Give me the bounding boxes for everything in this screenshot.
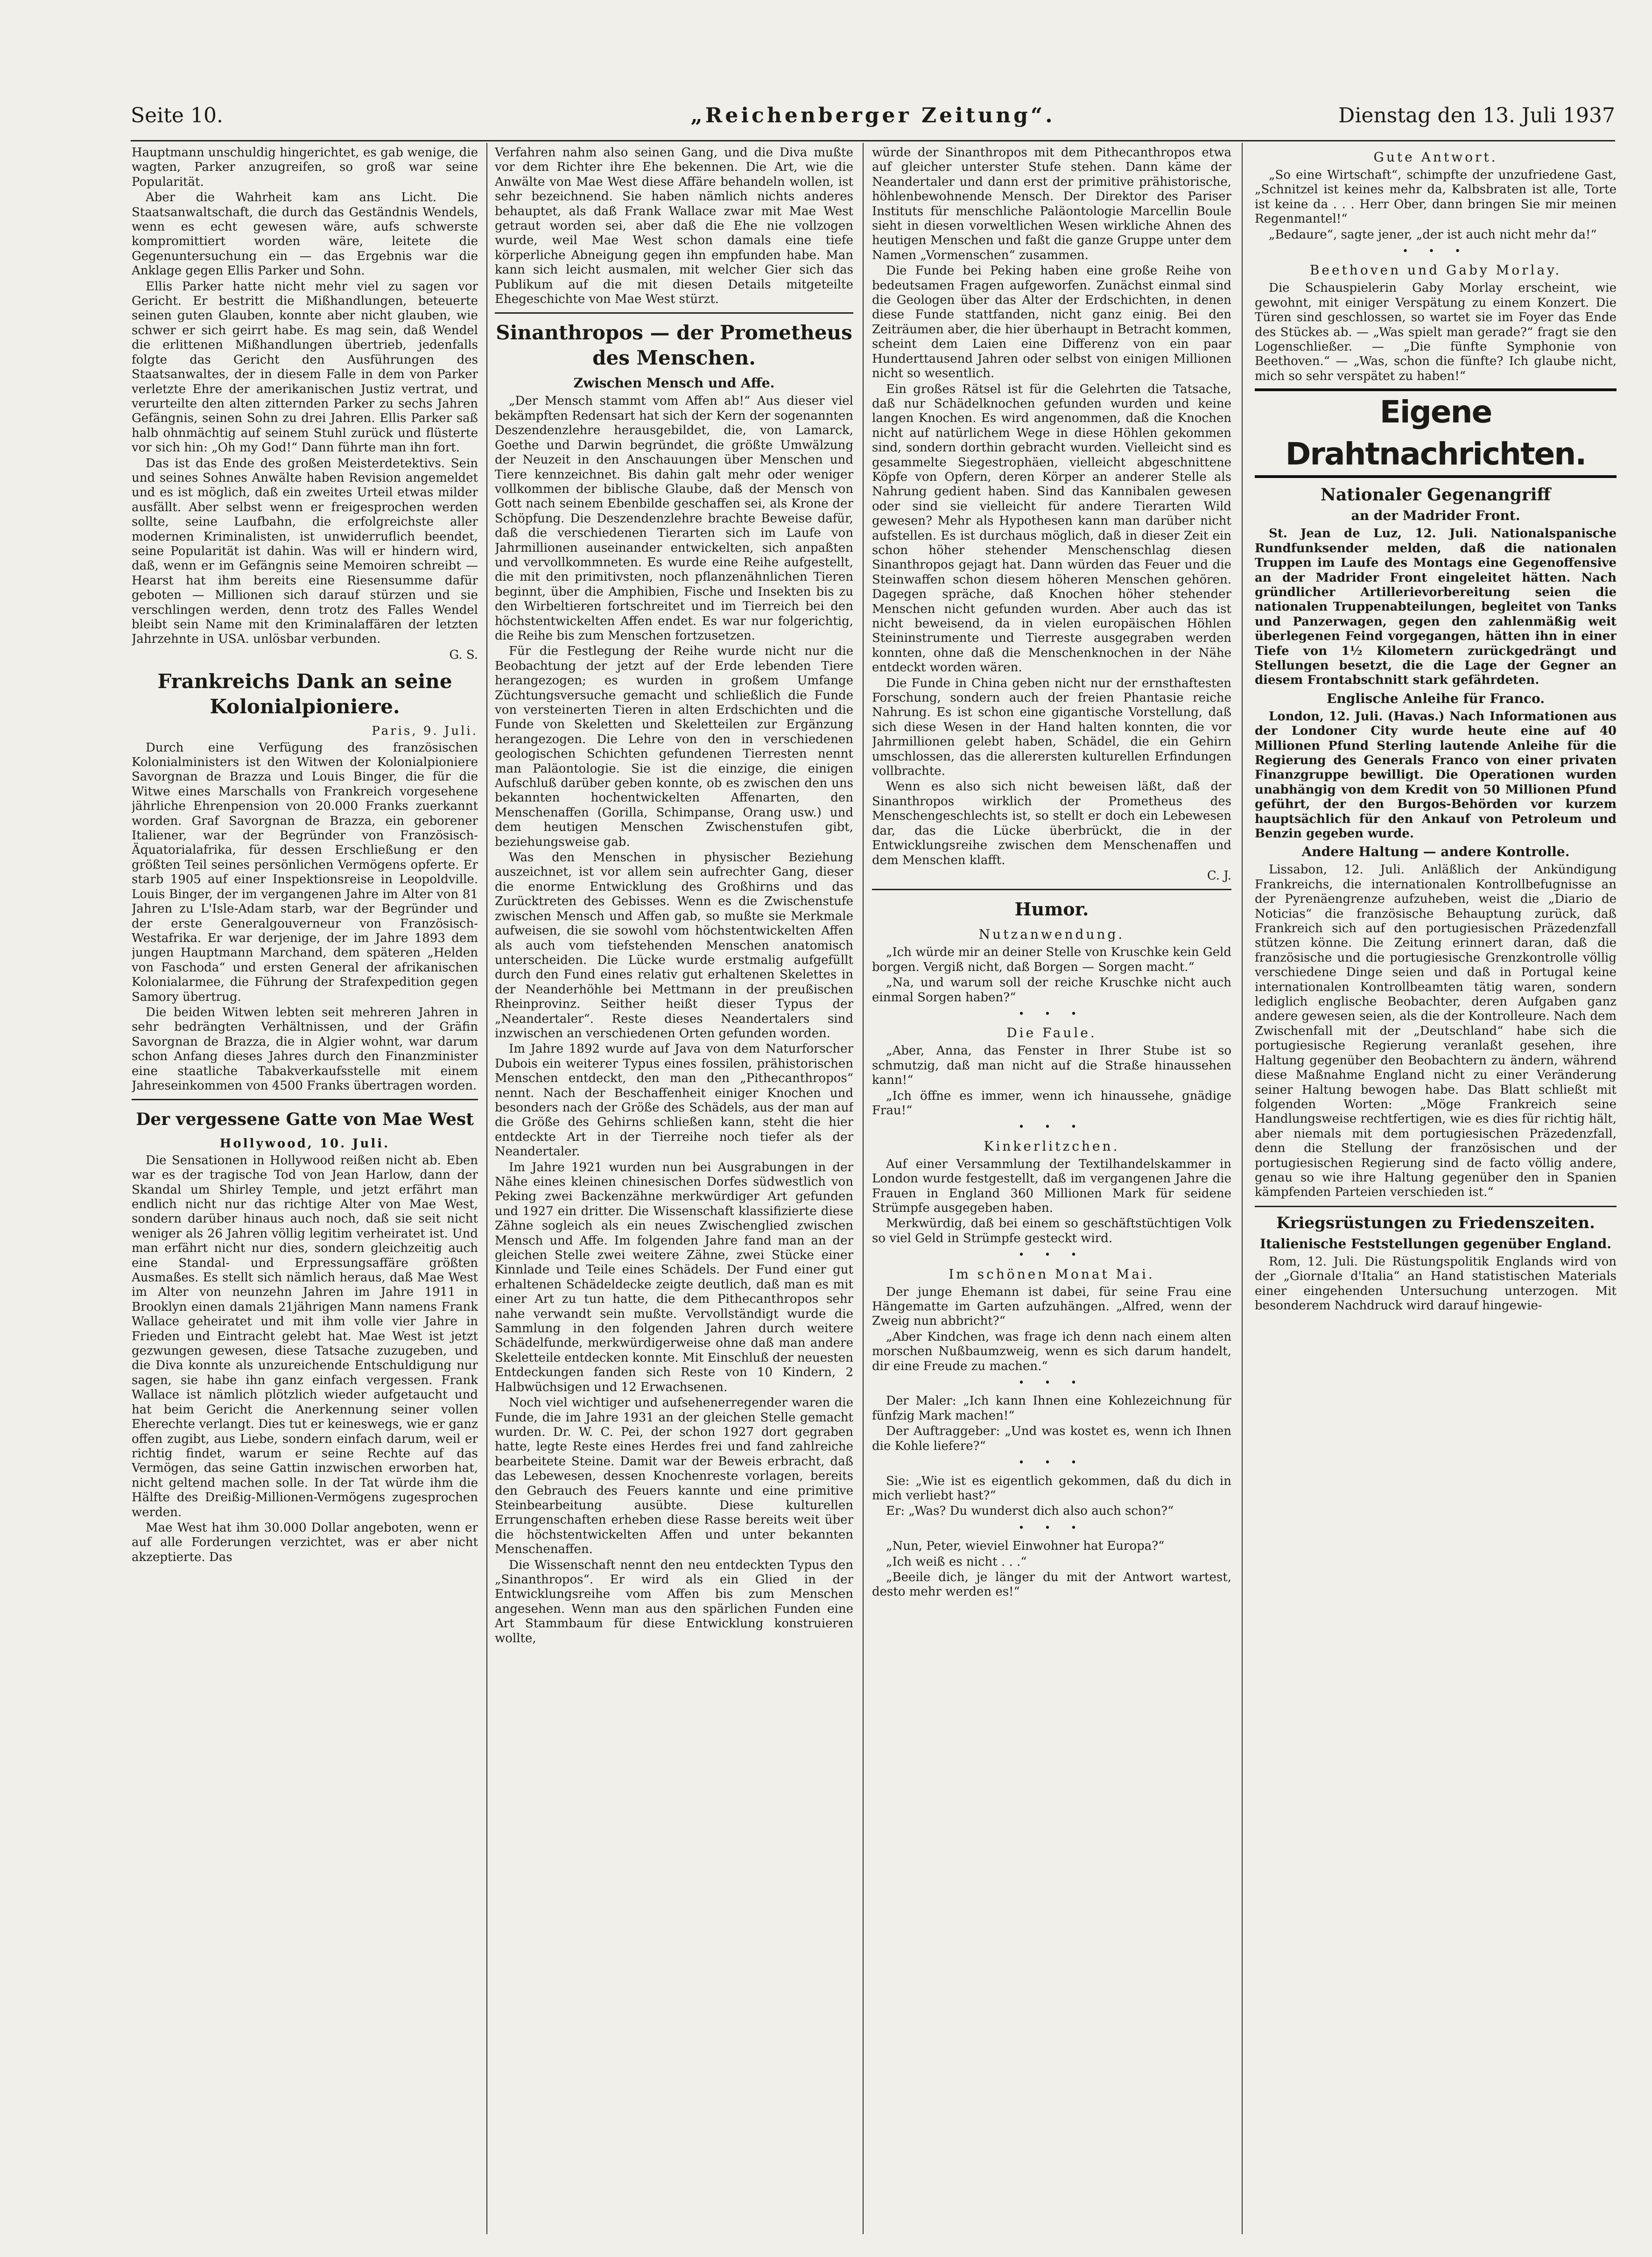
joke-text: Er: „Was? Du wunderst dich also auch schon?“ bbox=[886, 1504, 1174, 1519]
joke-text: „Bedaure“, sagte jener, „der ist auch nicht mehr da!“ bbox=[1269, 227, 1597, 242]
headline-sinanthropos: Sinanthropos — der Prometheus des Menschen. bbox=[496, 321, 852, 370]
subheadline: Italienische Feststellungen gegenüber England. bbox=[1260, 1236, 1611, 1252]
anecdote-title: Beethoven und Gaby Morlay. bbox=[1309, 262, 1562, 278]
separator-dots: • • • bbox=[1018, 1377, 1085, 1389]
article-paragraph: Verfahren nahm also seinen Gang, und die Diva mußte vor dem Richter ihre Ehe bekennen. Die Art, wie die Anwälte von Mae West diese Affäre behandeln wollen, ist sehr bezeichnend. Sie haben nämlich nichts anderes behauptet, als daß Frank Wallace zwar mit Mae West getraut worden sei, aber daß die Ehe nie vollzogen wurde, weil Mae West schon damals eine tiefe körperliche Abneigung gegen ihn empfunden habe. Man kann sich leicht ausmalen, mit welcher Gier sich das Publikum auf die mit diesen Details mitgeteilte Ehegeschichte von Mae West stürzt. bbox=[495, 146, 853, 307]
article-divider bbox=[1255, 1206, 1617, 1207]
article-divider bbox=[495, 312, 853, 314]
column-3 bbox=[872, 146, 1231, 2232]
joke-text: „Ich würde mir an deiner Stelle von Kruschke kein Geld borgen. Vergiß nicht, daß Borgen — Sorgen macht.“ bbox=[872, 945, 1231, 974]
article-paragraph: Für die Festlegung der Reihe wurde nicht nur die Beobachtung der jetzt auf der Erde lebenden Tiere herangezogen; es wurden in großem Umfange Züchtungsversuche gemacht und schließlich die Funde von versteinerten Tieren in alten Erdschichten und die Funde von Skeletten und Skeletteilen zur Ergänzung herangezogen. Die Lehre von den in verschiedenen geologischen Schichten gefundenen Tierresten nennt man Paläontologie. Sie ist die einzige, die einigen Aufschluß darüber geben konnte, ob es zwischen den uns bekannten hochentwickelten Affenarten, den Menschenaffen (Gorilla, Schimpanse, Orang usw.) und dem heutigen Menschen Zwischenstufen gibt, beziehungsweise gab. bbox=[495, 644, 853, 849]
joke-text: „Aber Kindchen, was frage ich denn nach einem alten morschen Nußbaumzweig, wenn es sich darum handelt, dir eine Freude zu machen.“ bbox=[872, 1329, 1231, 1373]
article-paragraph: Im Jahre 1892 wurde auf Java von dem Naturforscher Dubois ein weiterer Typus eines fossilen, prähistorischen Menschen entdeckt, den man den „Pithecanthropos“ nennt. Nach der Beschaffenheit einiger Knochen und besonders nach der Größe des Schädels, aus der man auf die Größe des Gehirns schließen kann, steht die hier entdeckte Art in der Tierreihe noch tiefer als der Neandertaler. bbox=[495, 1042, 853, 1159]
news-paragraph: Rom, 12. Juli. Die Rüstungspolitik Englands wird von der „Giornale d'Italia“ an Hand statistischen Materials einer eingehenden Untersuchung unterzogen. Mit besonderem Nachdruck wird darauf hingewie- bbox=[1255, 1254, 1617, 1313]
joke-text: Der Auftraggeber: „Und was kostet es, wenn ich Ihnen die Kohle liefere?“ bbox=[872, 1424, 1231, 1453]
article-paragraph: Die Sensationen in Hollywood reißen nicht ab. Eben war es der tragische Tod von Jean Harlow, dann der Skandal um Shirley Temple, und jetzt erfährt man endlich nicht nur das richtige Alter von Mae West, sondern darüber hinaus auch noch, daß sie seit nicht weniger als 26 Jahren völlig legitim verheiratet ist. Und man erfährt nicht nur dies, sondern gleichzeitig auch eine Standal- und Erpressungsaffäre größten Ausmaßes. Es stellt sich nämlich heraus, daß Mae West im Alter von neunzehn Jahren im Jahre 1911 in Brooklyn einen damals 21jährigen Mann namens Frank Wallace geheiratet und mit ihm volle vier Jahre in Frieden und Eintracht gelebt hat. Mae West ist jetzt gezwungen gewesen, diese Tatsache zuzugeben, und die Diva konnte als unzureichende Entschuldigung nur sagen, sie habe ihn ganz einfach vergessen. Frank Wallace ist nämlich plötzlich wieder aufgetaucht und hat beim Gericht die Anerkennung seiner vollen Eherechte verlangt. Dies tut er keineswegs, wie er ganz offen zugibt, aus Liebe, sondern einfach darum, weil er richtig findet, warum er seine Rechte auf das Vermögen, das seine Gattin inzwischen erworben hat, nicht geltend machen solle. In der Tat würde ihm die Hälfte des Dreißig-Millionen-Vermögens zugesprochen werden. bbox=[132, 1153, 478, 1519]
column-rule bbox=[486, 143, 487, 2234]
joke-text: „Nun, Peter, wieviel Einwohner hat Europa?“ bbox=[886, 1539, 1165, 1554]
joke-text: Der Maler: „Ich kann Ihnen eine Kohlezeichnung für fünfzig Mark machen!“ bbox=[872, 1394, 1231, 1423]
page-number: Seite 10. bbox=[131, 104, 223, 127]
news-paragraph: St. Jean de Luz, 12. Juli. Nationalspanische Rundfunksender melden, daß die nationalen Truppen im Laufe des Montags eine Gegenoffensive an der Madrider Front eingeleitet hätten. Nach gründlicher Artillerievorbereitung seien die nationalen Truppenabteilungen, begleitet von Tanks und Panzerwagen, gegen den zahlenmäßig weit überlegenen Feind vorgegangen, hätten ihn in einer Tiefe von 1½ Kilometern zurückgedrängt und Stellungen besetzt, die die Lage der Gegner an diesem Frontabschnitt stark gefährdeten. bbox=[1255, 527, 1617, 688]
article-paragraph: „Der Mensch stammt vom Affen ab!“ Aus dieser viel bekämpften Redensart hat sich der Kern der sogenannten Deszendenzlehre herausgebildet, die, von Lamarck, Goethe und Darwin begründet, die größte Umwälzung der Neuzeit in den Anschauungen über Menschen und Tiere kennzeichnet. Bis dahin galt mehr oder weniger vollkommen der biblische Glaube, daß der Mensch von Gott nach seinem Ebenbilde geschaffen sei, als Krone der Schöpfung. Die Deszendenzlehre brachte Beweise dafür, daß die verschiedenen Tierarten sich im Laufe von Jahrmillionen auseinander entwickelten, sich anpaßten und vervollkommneten. Es wurde eine Reihe aufgestellt, die mit den primitivsten, noch pflanzenähnlichen Tieren beginnt, über die Amphibien, Fische und Insekten bis zu den Wirbeltieren fortschreitet und im Tierreich bei den höchstentwickelten Affen endet. Es war nur folgerichtig, die Reihe bis zum Menschen fortzusetzen. bbox=[495, 394, 853, 643]
separator-dots: • • • bbox=[1018, 1457, 1085, 1469]
dateline: Paris, 9. Juli. bbox=[372, 724, 478, 738]
joke-text: „Aber, Anna, das Fenster in Ihrer Stube ist so schmutzig, daß man nicht auf die Straße hinaussehen kann!“ bbox=[872, 1044, 1231, 1088]
headline-mae-west: Der vergessene Gatte von Mae West bbox=[136, 1110, 474, 1130]
issue-date: Dienstag den 13. Juli 1937 bbox=[1338, 104, 1615, 127]
headline-frankreichs-dank: Frankreichs Dank an seine Kolonialpioniere. bbox=[157, 670, 452, 718]
article-paragraph: Hauptmann unschuldig hingerichtet, es gab wenige, die wagten, Parker anzugreifen, so groß war seine Popularität. bbox=[132, 146, 478, 189]
joke-title: Gute Antwort. bbox=[1373, 149, 1498, 165]
joke-text: Sie: „Wie ist es eigentlich gekommen, daß du dich in mich verliebt hast?“ bbox=[872, 1474, 1231, 1503]
separator-dots: • • • bbox=[1018, 1008, 1085, 1020]
newspaper-title: „Reichenberger Zeitung“. bbox=[690, 104, 1055, 127]
headline-humor: Humor. bbox=[1014, 899, 1089, 920]
joke-text: „Ich weiß es nicht . . .“ bbox=[886, 1554, 1027, 1569]
news-paragraph: London, 12. Juli. (Havas.) Nach Informationen aus der Londoner City wurde heute eine auf 40 Millionen Pfund Sterling lautende Anleihe für die Regierung des Generals Franco von einer privaten Finanzgruppe bewilligt. Die Operationen wurden unabhängig von dem Kredit von 50 Millionen Pfund geführt, der den Burgos-Behörden vor kurzem hauptsächlich für den Ankauf von Petroleum und Benzin gegeben wurde. bbox=[1255, 709, 1617, 841]
article-paragraph: Im Jahre 1921 wurden nun bei Ausgrabungen in der Nähe eines kleinen chinesischen Dorfes südwestlich von Peking zwei Backenzähne merkwürdiger Art gefunden und 1927 ein dritter. Die Wissenschaft klassifizierte diese Zähne sogleich als ein neues Zwischenglied zwischen Mensch und Affe. Im folgenden Jahre fand man an der gleichen Stelle zwei weitere Zähne, zwei Stücke einer Kinnlade und Teile eines Schädels. Der Fund einer gut erhaltenen Schädeldecke zeigte deutlich, daß man es mit einer Art zu tun hatte, die dem Pithecanthropos sehr nahe verwandt sein mußte. Vervollständigt wurde die Sammlung in den folgenden Jahren durch weitere Schädelfunde, merkwürdigerweise ohne daß man andere Skeletteile entdecken konnte. Mit Einschluß der neuesten Entdeckungen fanden sich Reste von 10 Kindern, 2 Halbwüchsigen und 12 Erwachsenen. bbox=[495, 1160, 853, 1394]
joke-title: Kinkerlitzchen. bbox=[984, 1138, 1120, 1154]
column-rule bbox=[1242, 143, 1243, 2234]
article-paragraph: würde der Sinanthropos mit dem Pithecanthropos etwa auf gleicher unterster Stufe stehen. Dann käme der Neandertaler und dann erst der primitive prähistorische, höhlenbewohnende Mensch. Der Direktor des Pariser Instituts für menschliche Paläontologie Marcellin Boule sieht in diesen vorweltlichen Wesen wirkliche Ahnen des heutigen Menschen und faßt die ganze Gruppe unter dem Namen „Vormenschen“ zusammen. bbox=[872, 146, 1231, 262]
joke-text: „Na, und warum soll der reiche Kruschke nicht auch einmal Sorgen haben?“ bbox=[872, 976, 1231, 1005]
article-divider bbox=[132, 1099, 478, 1100]
article-paragraph: Durch eine Verfügung des französischen Kolonialministers ist den Witwen der Kolonialpioniere Savorgnan de Brazza und Louis Binger, die für die Witwe eines Marschalls von Frankreich vorgesehene jährliche Ehrenpension von 20.000 Franks zuerkannt worden. Graf Savorgnan de Brazza, ein geborener Italiener, war der Begründer von Französisch-Äquatorialafrika, für dessen Erschließung er den größten Teil seines persönlichen Vermögens opferte. Er starb 1905 auf einer Inspektionsreise in Leopoldville. Louis Binger, der im vergangenen Jahre im Alter von 81 Jahren zu L'Isle-Adam starb, war der Begründer und der erste Generalgouverneur von Französisch-Westafrika. Er war derjenige, der im Jahre 1893 dem jungen Hauptmann Marchand, dem späteren „Helden von Faschoda“ und ersten General der afrikanischen Kolonialarmee, die Führung der Strafexpedition gegen Samory übertrug. bbox=[132, 740, 478, 1004]
joke-text: „Ich öffne es immer, wenn ich hinaussehe, gnädige Frau!“ bbox=[872, 1089, 1231, 1118]
anecdote-text: Die Schauspielerin Gaby Morlay erscheint, wie gewohnt, mit einiger Verspätung zu einem Konzert. Die Türen sind geschlossen, so wartet sie im Foyer das Ende des Stückes ab. — „Was spielt man gerade?“ fragt sie den Logenschließer. — „Die fünfte Symphonie von Beethoven.“ — „Was, schon die fünfte? Ich glaube nicht, mich so sehr verspätet zu haben!“ bbox=[1255, 281, 1617, 383]
joke-text: Auf einer Versammlung der Textilhandelskammer in London wurde festgestellt, daß im vergangenen Jahre die Frauen in England 360 Millionen Mark für seidene Strümpfe ausgegeben haben. bbox=[872, 1157, 1231, 1215]
subheadline: Zwischen Mensch und Affe. bbox=[573, 375, 775, 391]
article-paragraph: Die Funde bei Peking haben eine große Reihe von bedeutsamen Fragen aufgeworfen. Zunächst einmal sind die Geologen über das Alter der Erdschichten, in denen diese Funde stattfanden, nicht ganz einig. Bei den Zeiträumen aber, die hier überhaupt in Betracht kommen, scheint dem Laien eine Differenz von ein paar Hunderttausend Jahren oder selbst von einigen Millionen nicht so wesentlich. bbox=[872, 264, 1231, 381]
article-paragraph: Aber die Wahrheit kam ans Licht. Die Staatsanwaltschaft, die durch das Geständnis Wendels, wenn es echt gewesen wäre, aufs schwerste kompromittiert worden wäre, leitete die Gegenuntersuchung ein — das Ergebnis war die Anklage gegen Ellis Parker und Sohn. bbox=[132, 190, 478, 278]
article-paragraph: Wenn es also sich nicht beweisen läßt, daß der Sinanthropos wirklich der Prometheus des Menschengeschlechts ist, so stellt er doch ein Lebewesen dar, das die Lücke überbrückt, die in der Entwicklungsreihe zwischen dem Menschenaffen und dem Menschen klafft. bbox=[872, 780, 1231, 867]
dateline: Hollywood, 10. Juli. bbox=[219, 1137, 390, 1151]
section-banner-drahtnachrichten: Eigene Drahtnachrichten. bbox=[1255, 388, 1617, 478]
article-divider bbox=[872, 889, 1231, 890]
joke-title: Im schönen Monat Mai. bbox=[949, 1266, 1155, 1282]
separator-dots: • • • bbox=[1402, 246, 1469, 258]
joke-text: Merkwürdig, daß bei einem so geschäftstüchtigen Volk so viel Geld in Strümpfe gesteckt wird. bbox=[872, 1216, 1231, 1245]
separator-dots: • • • bbox=[1018, 1522, 1085, 1534]
column-1 bbox=[132, 146, 478, 2232]
separator-dots: • • • bbox=[1018, 1249, 1085, 1261]
article-paragraph: Ein großes Rätsel ist für die Gelehrten die Tatsache, daß nur Schädelknochen gefunden wurden und keine langen Knochen. Es wird angenommen, daß die Knochen nicht auf natürlichem Wege in diese Höhlen gekommen sind, sondern dorthin gebracht wurden. Vielleicht sind es gesammelte Siegestrophäen, vielleicht abgeschnittene Köpfe von Opfern, deren Körper an anderer Stelle als Nahrung gedient haben. Sind das Kannibalen gewesen oder sind sie vielleicht für andere Tierarten Wild gewesen? Mehr als Hypothesen kann man darüber nicht aufstellen. Es ist durchaus möglich, daß in dieser Zeit ein schon höher stehender Menschenschlag diesen Sinanthropos gejagt hat. Dann würden das Feuer und die Steinwaffen schon diesem höheren Menschen gehören. Dagegen spräche, daß Knochen höher stehender Menschen nicht gefunden wurden. Aber auch das ist nicht beweisend, da in vielen europäischen Höhlen Steininstrumente und Tierreste ausgegraben werden konnten, ohne daß die Menschenknochen in der Nähe entdeckt worden wären. bbox=[872, 382, 1231, 675]
article-paragraph: Noch viel wichtiger und aufsehenerregender waren die Funde, die im Jahre 1931 an der gleichen Stelle gemacht wurden. Dr. W. C. Pei, der schon 1927 dort gegraben hatte, legte Reste eines Herdes frei und fand zahlreiche bearbeitete Steine. Damit war der Beweis erbracht, daß das Lebewesen, dessen Knochenreste vorlagen, bereits den Gebrauch des Feuers kannte und eine primitive Steinbearbeitung ausübte. Diese kulturellen Errungenschaften erheben diese Rasse bereits weit über die höchstentwickelten Affen und unter bekannten Menschenaffen. bbox=[495, 1396, 853, 1557]
column-4 bbox=[1255, 146, 1617, 2232]
column-2 bbox=[495, 146, 853, 2232]
article-paragraph: Mae West hat ihm 30.000 Dollar angeboten, wenn er auf alle Forderungen verzichtet, was er aber nicht akzeptierte. Das bbox=[132, 1520, 478, 1564]
author-signature: C. J. bbox=[1207, 868, 1231, 883]
author-signature: G. S. bbox=[449, 647, 478, 662]
article-paragraph: Ellis Parker hatte nicht mehr viel zu sagen vor Gericht. Er bestritt die Mißhandlungen, beteuerte seinen guten Glauben, konnte aber nicht glauben, wie schwer er sich geirrt habe. Es mag sein, daß Wendel die erlittenen Mißhandlungen übertrieb, jedenfalls folgte das Gericht den Ausführungen des Staatsanwaltes, der in diesem Falle in dem von Parker verletzte Ehre der amerikanischen Justiz vertrat, und verurteilte den alten zitternden Parker zu sechs Jahren Gefängnis, seinen Sohn zu drei Jahren. Ellis Parker saß halb ohnmächtig auf seinem Stuhl zurück und flüsterte vor sich hin: „Oh my God!“ Dann führte man ihn fort. bbox=[132, 279, 478, 455]
joke-text: „Beeile dich, je länger du mit der Antwort wartest, desto mehr werden es!“ bbox=[872, 1570, 1231, 1599]
separator-dots: • • • bbox=[1018, 1121, 1085, 1133]
joke-text: „So eine Wirtschaft“, schimpfte der unzufriedene Gast, „Schnitzel ist keines mehr da, Kalbsbraten ist alle, Torte ist keine da . . . Herr Ober, dann bringen Sie mir meinen Regenmantel!“ bbox=[1255, 168, 1617, 226]
news-paragraph: Lissabon, 12. Juli. Anläßlich der Ankündigung Frankreichs, die internationalen Kontrollbefugnisse an der Pyrenäengrenze aufzuheben, weist die „Diario de Noticias“ die französische Behauptung zurück, daß Frankreich sich auf den portugiesischen Präzedenzfall stützen könne. Die Zeitung erinnert daran, daß die französische und die portugiesische Grenzkontrolle völlig verschiedene Dinge seien und daß in Portugal keine internationalen Kontrollbeamten tätig waren, sondern lediglich englische Beobachter, deren Aufgaben ganz andere gewesen seien, als die der Kontrolleure. Nach dem Zwischenfall mit der „Deutschland“ habe sich die portugiesische Regierung veranlaßt gesehen, ihre Haltung gegenüber den Beobachtern zu ändern, während diese Maßnahme England nicht zu einer Veränderung seiner Haltung bewogen habe. Das Blatt schließt mit folgenden Worten: „Möge Frankreich seine Handlungsweise rechtfertigen, wie es dies für richtig hält, aber niemals mit dem portugiesischen Präzedenzfall, denn die Stellung der französischen und der portugiesischen Regierung sind de facto völlig andere, genau so wie ihre Haltung gegenüber den in Spanien kämpfenden Parteien verschieden ist.“ bbox=[1255, 863, 1617, 1200]
article-paragraph: Die Funde in China geben nicht nur der ernsthaftesten Forschung, sondern auch der freien Phantasie reiche Nahrung. Es ist schon eine gigantische Vorstellung, daß sich diese Wesen in der Hand halten konnten, die vor Jahrmillionen gelebt haben, Schädel, die ein Gehirn umschlossen, das die allerersten kulturellen Erfindungen vollbrachte. bbox=[872, 676, 1231, 779]
article-paragraph: Das ist das Ende des großen Meisterdetektivs. Sein und seines Sohnes Anwälte haben Revision angemeldet und es ist möglich, daß ein zweites Urteil etwas milder ausfällt. Aber selbst wenn er freigesprochen werden sollte, seine Laufbahn, die erfolgreichste aller modernen Kriminalisten, ist unwiderruflich beendet, seine Popularität ist dahin. Was will er hindern wird, daß, wenn er im Gefängnis seine Memoiren schreibt — Hearst hat ihm bereits eine Riesensumme dafür geboten — Millionen sich darauf stürzen und sie verschlingen werden, denn trotz des Falles Wendel bleibt sein Name mit den Kriminalaffären der letzten Jahrzehnte in USA. unlösbar verbunden. bbox=[132, 456, 478, 647]
column-rule bbox=[863, 143, 864, 2234]
article-paragraph: Was den Menschen in physischer Beziehung auszeichnet, ist vor allem sein aufrechter Gang, dieser die enorme Entwicklung des Großhirns und das Zurücktreten des Gebisses. Wenn es die Zwischenstufe zwischen Mensch und Affen gab, so mußte sie Merkmale aufweisen, die sie sowohl vom höchstentwickelten Affen als auch vom tiefstehenden Menschen anatomisch unterscheiden. Die Lücke wurde erstmalig aufgefüllt durch den Fund eines relativ gut erhaltenen Skelettes in der Neanderhöhle bei Mettmann in der preußischen Rheinprovinz. Seither heißt dieser Typus der „Neandertaler“. Reste dieses Neandertalers sind inzwischen an verschiedenen Orten gefunden worden. bbox=[495, 851, 853, 1041]
headline-anleihe: Englische Anleihe für Franco. bbox=[1327, 690, 1545, 706]
subheadline: an der Madrider Front. bbox=[1351, 508, 1520, 524]
headline-haltung: Andere Haltung — andere Kontrolle. bbox=[1301, 844, 1570, 860]
joke-text: Der junge Ehemann ist dabei, für seine Frau eine Hängematte im Garten aufzuhängen. „Alfred, wenn der Zweig nun abbricht?“ bbox=[872, 1285, 1231, 1329]
article-paragraph: Die beiden Witwen lebten seit mehreren Jahren in sehr bedrängten Verhältnissen, und der Gräfin Savorgnan de Brazza, die in Algier wohnt, war darum schon Anfang dieses Jahres durch den Finanzminister eine staatliche Tabakverkaufsstelle mit einem Jahreseinkommen von 4500 Franks übertragen worden. bbox=[132, 1005, 478, 1093]
joke-title: Die Faule. bbox=[1006, 1025, 1097, 1041]
header-rule bbox=[131, 140, 1615, 141]
page-header bbox=[131, 104, 1615, 132]
headline-gegenangriff: Nationaler Gegenangriff bbox=[1321, 485, 1551, 505]
article-paragraph: Die Wissenschaft nennt den neu entdeckten Typus den „Sinanthropos“. Er wird als ein Glied in der Entwicklungsreihe vom Affen bis zum Menschen angesehen. Wenn man aus den spärlichen Funden eine Art Stammbaum für diese Entwicklung konstruieren wollte, bbox=[495, 1558, 853, 1645]
joke-title: Nutzanwendung. bbox=[978, 927, 1125, 942]
headline-kriegsruestungen: Kriegsrüstungen zu Friedenszeiten. bbox=[1276, 1213, 1595, 1232]
